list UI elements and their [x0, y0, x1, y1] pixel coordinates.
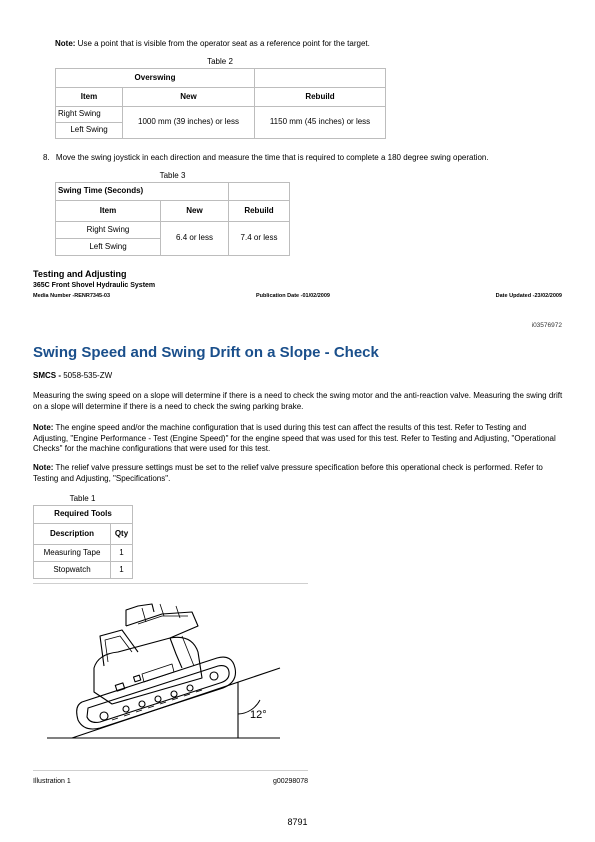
table3-header-new: New — [161, 201, 229, 222]
table2-caption: Table 2 — [207, 57, 233, 66]
table1 — [33, 505, 133, 579]
table1-row-measuring-tape: Measuring Tape — [34, 545, 111, 562]
excavator-slope-illustration — [42, 596, 282, 746]
table2-new-value: 1000 mm (39 inches) or less — [123, 107, 255, 139]
note2-label: Note: — [33, 463, 54, 472]
doc-subtitle: 365C Front Shovel Hydraulic System — [33, 282, 156, 289]
note-text: Use a point that is visible from the operator seat as a reference point for the target. — [75, 39, 370, 48]
illustration-top-divider — [33, 583, 308, 584]
note-relief-valve — [33, 463, 563, 484]
illustration-bottom-divider — [33, 770, 308, 771]
smcs-line — [33, 371, 112, 382]
note2-text: The relief valve pressure settings must be set to the relief valve pressure specification before this operational check is performed. Refer to Testing and Adjusting, "Specifications". — [33, 463, 543, 483]
table1-header-qty: Qty — [111, 524, 133, 545]
table3-header-rebuild: Rebuild — [229, 201, 290, 222]
table2-item-left: Left Swing — [56, 123, 123, 139]
smcs-code: 5058-535-ZW — [63, 371, 113, 380]
page-number: 8791 — [287, 817, 308, 827]
note-label: Note: — [55, 39, 76, 48]
top-note — [55, 39, 555, 50]
date-updated: Date Updated -23/02/2009 — [495, 293, 562, 299]
note-engine-speed — [33, 423, 563, 455]
table2-group-header: Overswing — [56, 69, 255, 88]
step-8 — [43, 153, 563, 164]
reference-id: i03576972 — [531, 322, 562, 329]
table3-item-right: Right Swing — [56, 222, 161, 239]
step-number: 8. — [43, 153, 50, 162]
table2-header-rebuild: Rebuild — [255, 88, 386, 107]
table1-header-description: Description — [34, 524, 111, 545]
table3-header-item: Item — [56, 201, 161, 222]
note1-text: The engine speed and/or the machine configuration that is used during this test can affect the results of this test. Refer to Testing and Adjusting, "Engine Performance - Test (Engine Speed)" for the engine speed that was used for this test. Refer to Testing and Adjusting, "Operational Checks" for the machine configurations that were used for this test. — [33, 423, 556, 454]
illustration-caption: Illustration 1 — [33, 778, 71, 785]
table2-item-right: Right Swing — [56, 107, 123, 123]
table1-qty-measuring-tape: 1 — [111, 545, 133, 562]
doc-title: Testing and Adjusting — [33, 269, 127, 279]
angle-label: 12° — [250, 709, 267, 721]
table2-header-new: New — [123, 88, 255, 107]
table3-new-value: 6.4 or less — [161, 222, 229, 256]
note1-label: Note: — [33, 423, 54, 432]
table2-rebuild-value: 1150 mm (45 inches) or less — [255, 107, 386, 139]
section-title: Swing Speed and Swing Drift on a Slope - Check — [33, 344, 379, 361]
table1-group-header: Required Tools — [34, 506, 133, 524]
table2-header-item: Item — [56, 88, 123, 107]
intro-paragraph: Measuring the swing speed on a slope will determine if there is a need to check the swing motor and the anti-reaction valve. Measuring the swing drift on a slope will determine if there is a need to check the swing parking brake. — [33, 391, 563, 411]
table1-caption: Table 1 — [69, 494, 96, 503]
smcs-label: SMCS - — [33, 371, 64, 380]
step-text: Move the swing joystick in each direction and measure the time that is required to complete a 180 degree swing operation. — [55, 153, 489, 162]
table3 — [55, 182, 290, 256]
table1-qty-stopwatch: 1 — [111, 562, 133, 579]
table2 — [55, 68, 386, 139]
table3-item-left: Left Swing — [56, 239, 161, 256]
table3-rebuild-value: 7.4 or less — [229, 222, 290, 256]
table1-row-stopwatch: Stopwatch — [34, 562, 111, 579]
illustration-code: g00298078 — [272, 778, 308, 785]
table3-caption: Table 3 — [159, 171, 186, 180]
media-number: Media Number -RENR7345-03 — [33, 293, 111, 299]
table3-group-header: Swing Time (Seconds) — [56, 183, 229, 201]
publication-date: Publication Date -01/02/2009 — [256, 293, 330, 299]
